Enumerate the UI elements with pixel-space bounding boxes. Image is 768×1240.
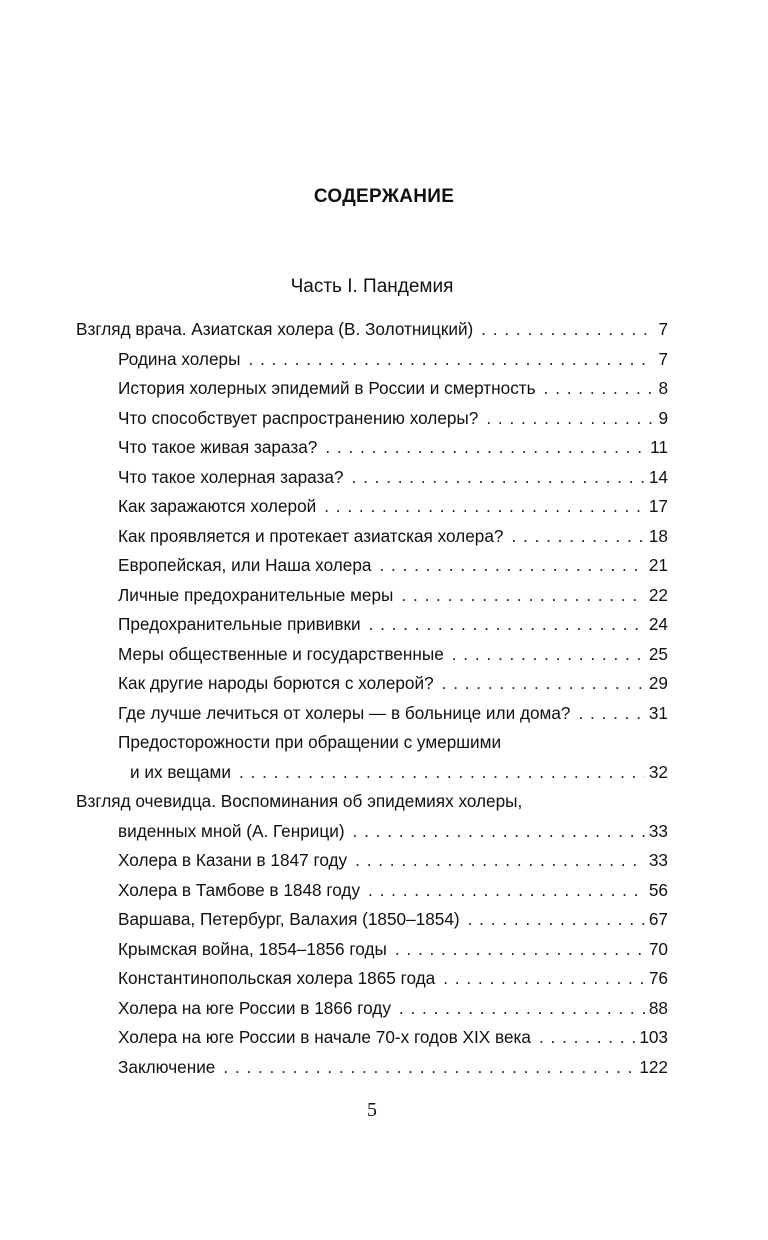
toc-entry-page: 21 bbox=[648, 555, 668, 575]
dot-leader bbox=[352, 463, 645, 493]
dot-leader bbox=[248, 345, 654, 375]
toc-entry-title: Взгляд очевидца. Воспоминания об эпидемиях холеры, bbox=[76, 791, 523, 811]
toc-entry-title: Предохранительные прививки bbox=[118, 614, 361, 634]
toc-entry-title-continuation: и их вещами bbox=[130, 761, 231, 782]
toc-entry-title: Родина холеры bbox=[118, 348, 241, 369]
toc-entry-page: 88 bbox=[648, 997, 668, 1018]
toc-entry-page: 31 bbox=[648, 702, 668, 723]
toc-entry bbox=[76, 787, 668, 817]
toc-entry bbox=[76, 640, 668, 670]
toc-entry-title: Что способствует распространению холеры? bbox=[118, 407, 479, 428]
toc-entry-title: Меры общественные и государственные bbox=[118, 643, 444, 664]
toc-entry-page: 70 bbox=[648, 938, 668, 959]
toc-entry-title: Холера в Казани в 1847 году bbox=[118, 850, 348, 870]
toc-entry bbox=[76, 581, 668, 611]
toc-entry-title: Крымская война, 1854–1856 годы bbox=[118, 938, 387, 959]
toc-entry-page: 103 bbox=[639, 1027, 668, 1047]
toc-entry-page: 29 bbox=[648, 673, 668, 693]
dot-leader bbox=[443, 964, 645, 994]
dot-leader bbox=[399, 994, 645, 1024]
toc-entry-page: 18 bbox=[648, 525, 668, 546]
toc-entry-title: Константинопольская холера 1865 года bbox=[118, 968, 436, 988]
toc-entry bbox=[76, 610, 668, 640]
toc-entry bbox=[76, 374, 668, 404]
table-of-contents bbox=[76, 315, 668, 1082]
toc-entry-page: 17 bbox=[648, 496, 668, 516]
toc-entry-title: Холера в Тамбове в 1848 году bbox=[118, 879, 361, 900]
toc-entry bbox=[76, 551, 668, 581]
toc-entry bbox=[76, 699, 668, 729]
toc-entry-title: Как другие народы борются с холерой? bbox=[118, 673, 434, 693]
toc-entry-page: 25 bbox=[648, 643, 668, 664]
toc-entry-page: 7 bbox=[658, 348, 668, 369]
dot-leader bbox=[452, 640, 645, 670]
toc-entry-title: Взгляд врача. Азиатская холера (В. Золотницкий) bbox=[76, 319, 474, 339]
dot-leader bbox=[325, 433, 646, 463]
dot-leader bbox=[442, 669, 645, 699]
dot-leader bbox=[544, 374, 655, 404]
toc-entry-title: История холерных эпидемий в России и смертность bbox=[118, 378, 536, 398]
dot-leader bbox=[368, 876, 645, 906]
toc-entry-title: Варшава, Петербург, Валахия (1850–1854) bbox=[118, 909, 460, 929]
toc-entry bbox=[76, 492, 668, 522]
toc-entry-page: 9 bbox=[658, 407, 668, 428]
toc-entry bbox=[76, 728, 668, 758]
dot-leader bbox=[379, 551, 644, 581]
dot-leader bbox=[468, 905, 645, 935]
toc-entry-page: 32 bbox=[648, 761, 668, 782]
toc-entry-title: Как проявляется и протекает азиатская холера? bbox=[118, 525, 504, 546]
dot-leader bbox=[486, 404, 654, 434]
toc-entry-title: Как заражаются холерой bbox=[118, 496, 317, 516]
dot-leader bbox=[401, 581, 644, 611]
toc-entry-continuation bbox=[76, 758, 668, 788]
toc-entry bbox=[76, 345, 668, 375]
dot-leader bbox=[481, 315, 654, 345]
toc-entry bbox=[76, 876, 668, 906]
toc-entry-page: 56 bbox=[648, 879, 668, 900]
dot-leader bbox=[395, 935, 645, 965]
dot-leader bbox=[223, 1053, 635, 1083]
toc-entry-title: Где лучше лечиться от холеры — в больнице или дома? bbox=[118, 702, 571, 723]
toc-entry-continuation bbox=[76, 817, 668, 847]
toc-entry bbox=[76, 463, 668, 493]
toc-entry bbox=[76, 846, 668, 876]
toc-entry bbox=[76, 669, 668, 699]
dot-leader bbox=[239, 758, 645, 788]
toc-entry-title-continuation: виденных мной (А. Генрици) bbox=[118, 820, 345, 841]
toc-entry-title: Холера на юге России в 1866 году bbox=[118, 997, 391, 1018]
dot-leader bbox=[324, 492, 645, 522]
toc-entry-page: 67 bbox=[648, 909, 668, 929]
toc-entry-page: 33 bbox=[648, 820, 668, 841]
dot-leader bbox=[511, 522, 644, 552]
toc-entry bbox=[76, 522, 668, 552]
toc-entry-title: Что такое холерная зараза? bbox=[118, 466, 344, 487]
toc-entry bbox=[76, 433, 668, 463]
toc-entry-title: Холера на юге России в начале 70-х годов XIX века bbox=[118, 1027, 531, 1047]
toc-entry-title: Что такое живая зараза? bbox=[118, 437, 318, 457]
toc-entry-page: 7 bbox=[658, 319, 668, 339]
toc-entry bbox=[76, 1053, 668, 1083]
toc-entry-page: 11 bbox=[650, 437, 668, 457]
dot-leader bbox=[369, 610, 645, 640]
toc-entry-page: 14 bbox=[648, 466, 668, 487]
toc-entry-page: 122 bbox=[639, 1056, 668, 1077]
toc-entry bbox=[76, 964, 668, 994]
toc-entry-title: Заключение bbox=[118, 1056, 216, 1077]
toc-entry bbox=[76, 905, 668, 935]
page-number: 5 bbox=[367, 1099, 377, 1121]
toc-entry bbox=[76, 404, 668, 434]
part-title: Часть I. Пандемия bbox=[290, 276, 454, 297]
toc-entry bbox=[76, 935, 668, 965]
toc-entry bbox=[76, 315, 668, 345]
dot-leader bbox=[353, 817, 645, 847]
contents-heading: СОДЕРЖАНИЕ bbox=[313, 186, 455, 207]
toc-entry-title: Европейская, или Наша холера bbox=[118, 555, 372, 575]
dot-leader bbox=[539, 1023, 635, 1053]
toc-entry-title: Предосторожности при обращении с умершими bbox=[118, 732, 502, 752]
dot-leader bbox=[578, 699, 644, 729]
toc-entry bbox=[76, 994, 668, 1024]
toc-entry-page: 76 bbox=[648, 968, 668, 988]
toc-entry bbox=[76, 1023, 668, 1053]
toc-entry-page: 33 bbox=[648, 850, 668, 870]
toc-entry-page: 22 bbox=[648, 584, 668, 605]
toc-entry-page: 8 bbox=[658, 378, 668, 398]
dot-leader bbox=[355, 846, 645, 876]
toc-entry-title: Личные предохранительные меры bbox=[118, 584, 394, 605]
toc-entry-page: 24 bbox=[648, 614, 668, 634]
